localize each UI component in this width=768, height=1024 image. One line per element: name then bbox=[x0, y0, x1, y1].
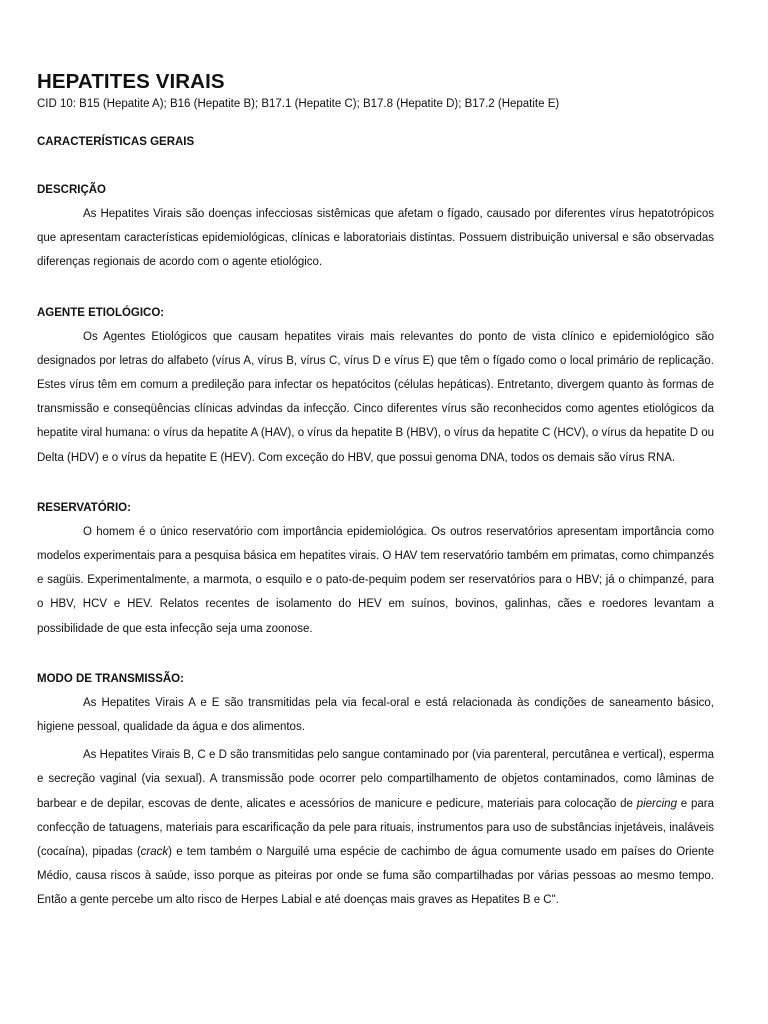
text-run: As Hepatites Virais B, C e D são transmitidas pelo sangue contaminado por (via parenteral, percutânea e vertical), esperma e secreção vaginal (via sexual). A transmissão pode ocorrer pelo compartilhamento de objetos contaminados, como lâminas de barbear e de depilar, escovas de dente, alicates e acessórios de manicure e pedicure, materiais para colocação de bbox=[37, 749, 714, 810]
section-heading-descricao: DESCRIÇÃO bbox=[37, 184, 107, 196]
cid-codes: CID 10: B15 (Hepatite A); B16 (Hepatite B); B17.1 (Hepatite C); B17.8 (Hepatite D); B17.2 (Hepatite E) bbox=[37, 98, 560, 110]
section-heading-transmissao: MODO DE TRANSMISSÃO: bbox=[37, 672, 184, 685]
section-descricao bbox=[37, 182, 714, 275]
section-reservatorio bbox=[37, 500, 714, 641]
italic-term-crack: crack bbox=[140, 846, 169, 859]
section-transmissao bbox=[37, 671, 714, 913]
general-heading: CARACTERÍSTICAS GERAIS bbox=[37, 136, 195, 148]
text-run: ) e tem também o Narguilé uma espécie de cachimbo de água comumente usado em países do Oriente Médio, causa riscos à saúde, isso porque as piteiras por onde se fuma são compartilhadas por várias pessoas ao mesmo tempo. Então a gente percebe um alto risco de Herpes Labial e até doenças mais graves as Hepatites B e C". bbox=[37, 846, 714, 907]
paragraph-transmissao-1: As Hepatites Virais A e E são transmitidas pela via fecal-oral e está relacionada às condições de saneamento básico, higiene pessoal, qualidade da água e dos alimentos. bbox=[37, 696, 714, 734]
section-heading-agente: AGENTE ETIOLÓGICO: bbox=[37, 306, 165, 319]
section-heading-reservatorio: RESERVATÓRIO: bbox=[37, 501, 131, 514]
paragraph-transmissao-2 bbox=[37, 743, 714, 912]
text-run: e para confecção de tatuagens, materiais para escarificação da pele para rituais, instrumentos para uso de substâncias injetáveis, inaláveis (cocaína), pipadas ( bbox=[37, 797, 715, 859]
italic-term-piercing: piercing bbox=[636, 797, 677, 810]
section-agente bbox=[37, 305, 714, 470]
paragraph-agente: Os Agentes Etiológicos que causam hepatites virais mais relevantes do ponto de vista clínico e epidemiológico são designados por letras do alfabeto (vírus A, vírus B, vírus C, vírus D e vírus E) que têm o fígado como o local primário de replicação. Estes vírus têm em comum a predileção para infectar os hepatócitos (células hepáticas). Entretanto, divergem quanto às formas de transmissão e conseqüências clínicas advindas da infecção. Cinco diferentes vírus são reconhecidos como agentes etiológicos da hepatite viral humana: o vírus da hepatite A (HAV), o vírus da hepatite B (HBV), o vírus da hepatite C (HCV), o vírus da hepatite D ou Delta (HDV) e o vírus da hepatite E (HEV). Com exceção do HBV, que possui genoma DNA, todos os demais são vírus RNA. bbox=[37, 330, 714, 464]
document-title: HEPATITES VIRAIS bbox=[37, 70, 225, 93]
paragraph-descricao: As Hepatites Virais são doenças infecciosas sistêmicas que afetam o fígado, causado por diferentes vírus hepatotrópicos que apresentam características epidemiológicas, clínicas e laboratoriais distintas. Possuem distribuição universal e são observadas diferenças regionais de acordo com o agente etiológico. bbox=[37, 208, 714, 269]
paragraph-reservatorio: O homem é o único reservatório com importância epidemiológica. Os outros reservatórios apresentam importância como modelos experimentais para a pesquisa básica em hepatites virais. O HAV tem reservatório também em primatas, como chimpanzés e sagüis. Experimentalmente, a marmota, o esquilo e o pato-de-pequim podem ser reservatórios para o HBV; já o chimpanzé, para o HBV, HCV e HEV. Relatos recentes de isolamento do HEV em suínos, bovinos, galinhas, cães e roedores levantam a possibilidade de que esta infecção seja uma zoonose. bbox=[37, 525, 714, 635]
